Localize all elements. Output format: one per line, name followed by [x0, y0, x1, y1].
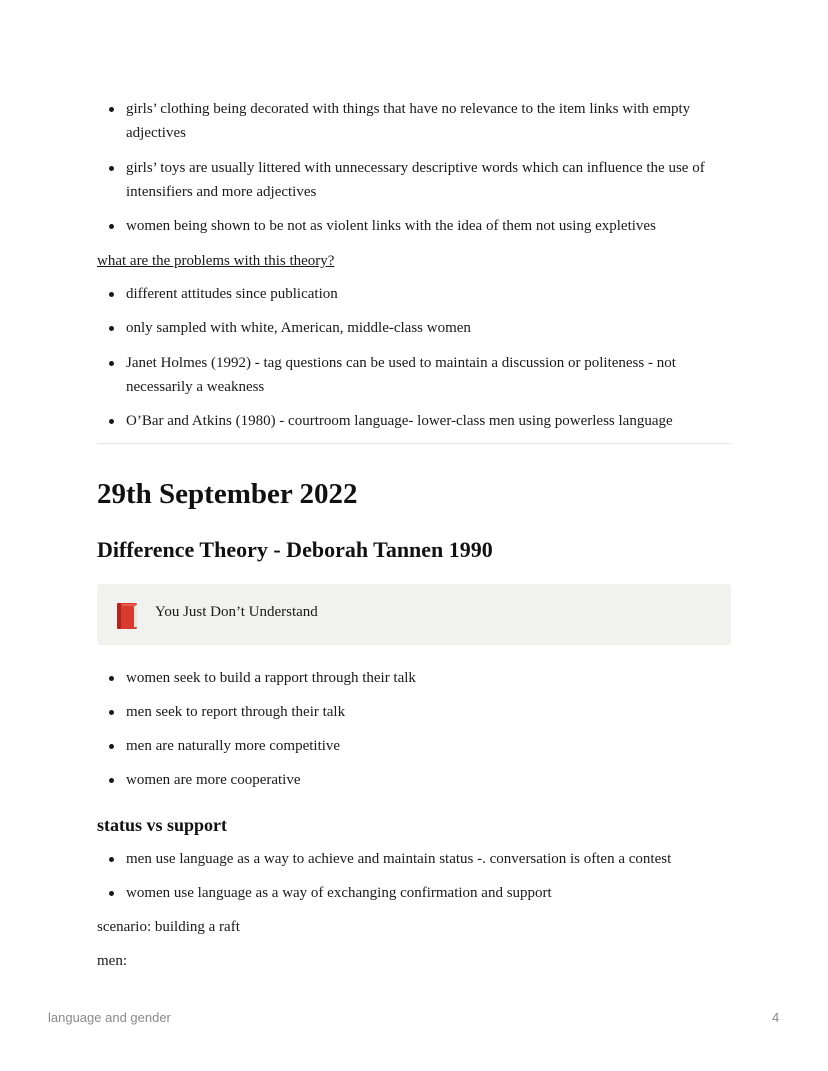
list-item: women are more cooperative	[126, 768, 726, 792]
callout-text: You Just Don’t Understand	[155, 604, 318, 620]
list-item: women seek to build a rapport through their talk	[126, 666, 726, 690]
scenario-text: scenario: building a raft	[97, 919, 240, 935]
footer-title: language and gender	[48, 1010, 171, 1025]
list-item: women use language as a way of exchanging confirmation and support	[126, 881, 726, 905]
list-item: O’Bar and Atkins (1980) - courtroom language- lower-class men using powerless language	[126, 409, 726, 433]
list-item: girls’ toys are usually littered with unnecessary descriptive words which can influence the use of intensifiers and more adjectives	[126, 156, 726, 204]
problems-heading: what are the problems with this theory?	[97, 253, 335, 269]
theory-heading: Difference Theory - Deborah Tannen 1990	[97, 537, 493, 562]
page-number: 4	[772, 1010, 780, 1025]
list-item: girls’ clothing being decorated with things that have no relevance to the item links with empty adjectives	[126, 97, 726, 145]
list-item: Janet Holmes (1992) - tag questions can be used to maintain a discussion or politeness - not necessarily a weakness	[126, 351, 726, 399]
divider	[97, 443, 731, 444]
list-item: different attitudes since publication	[126, 282, 726, 306]
status-heading: status vs support	[97, 815, 228, 835]
men-label: men:	[97, 953, 127, 969]
list-item: men use language as a way to achieve and maintain status -. conversation is often a contest	[126, 847, 726, 871]
list-item: only sampled with white, American, middle-class women	[126, 316, 726, 340]
closed-book-icon	[116, 602, 139, 630]
date-heading: 29th September 2022	[97, 478, 358, 510]
book-callout	[97, 584, 731, 645]
list-item: men seek to report through their talk	[126, 700, 726, 724]
list-item: women being shown to be not as violent links with the idea of them not using expletives	[126, 214, 726, 238]
list-item: men are naturally more competitive	[126, 734, 726, 758]
